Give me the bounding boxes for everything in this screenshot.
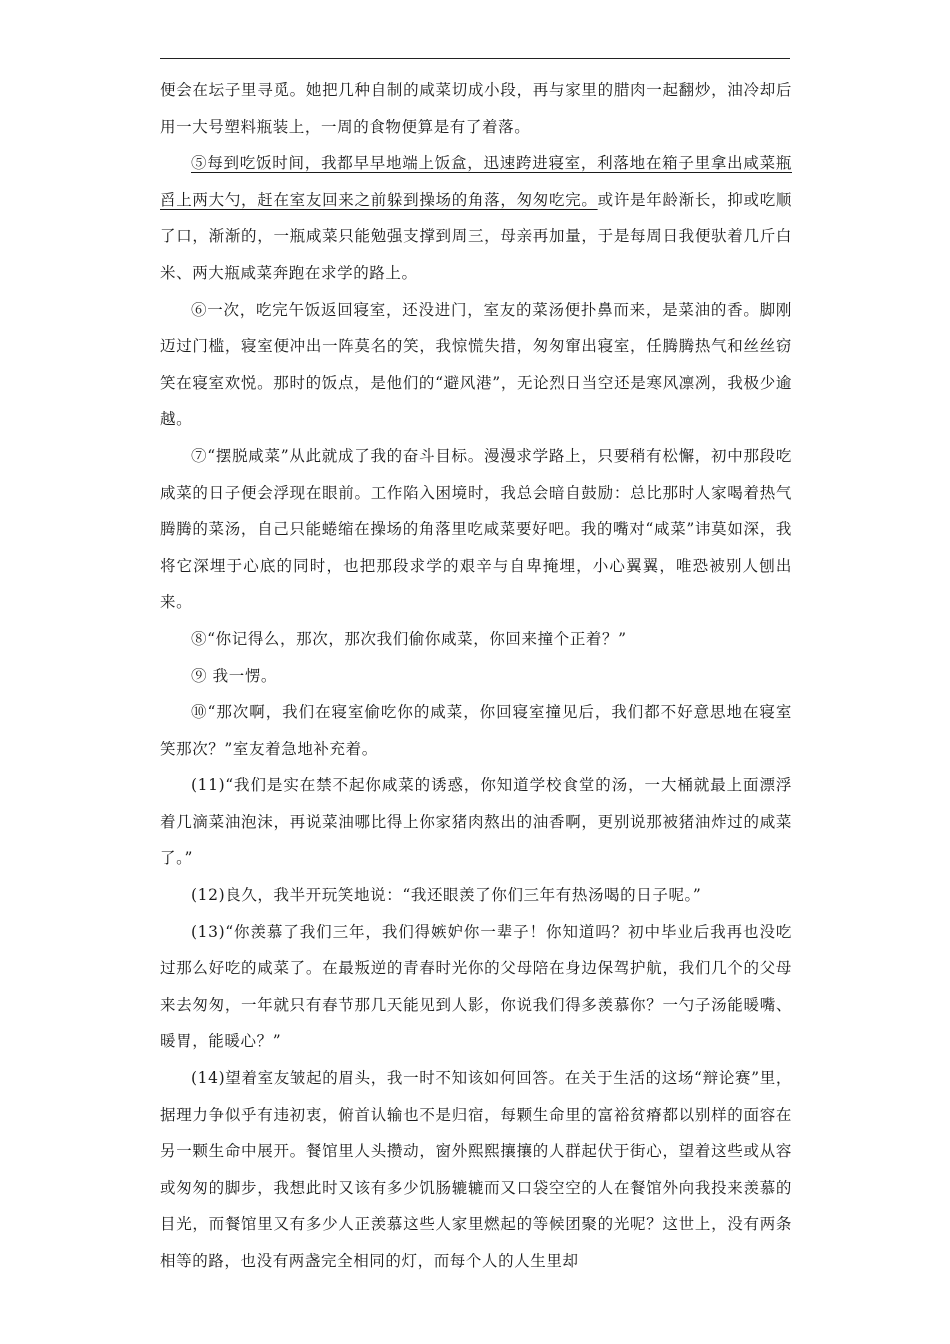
paragraph-14: (14)望着室友皱起的眉头，我一时不知该如何回答。在关于生活的这场“辩论赛”里，据理力争似乎有违初衷，俯首认输也不是归宿，每颗生命里的富裕贫瘠都以别样的面容在另一颗生命中展开。餐馆里人头攒动，窗外熙熙攘攘的人群起伏于街心，望着这些或从容或匆匆的脚步，我想此时又该有多少饥肠辘辘而又口袋空空的人在餐馆外向我投来羡慕的目光，而餐馆里又有多少人正羡慕这些人家里燃起的等候团聚的光呢？这世上，没有两条相等的路，也没有两盏完全相同的灯，而每个人的人生里却: [160, 1069, 792, 1270]
paragraph-7: ⑦“摆脱咸菜”从此就成了我的奋斗目标。漫漫求学路上，只要稍有松懈，初中那段吃咸菜的日子便会浮现在眼前。工作陷入困境时，我总会暗自鼓励：总比那时人家喝着热气腾腾的菜汤，自己只能蜷缩在操场的角落里吃咸菜要好吧。我的嘴对“咸菜”讳莫如深，我将它深埋于心底的同时，也把那段求学的艰辛与自卑掩埋，小心翼翼，唯恐被别人刨出来。: [160, 446, 792, 612]
paragraph-6: ⑥一次，吃完午饭返回寝室，还没进门，室友的菜汤便扑鼻而来，是菜油的香。脚刚迈过门槛，寝室便冲出一阵莫名的笑，我惊慌失措，匆匆窜出寝室，任腾腾热气和丝丝窃笑在寝室欢悦。那时的饭点，是他们的“避风港”，无论烈日当空还是寒风凛冽，我极少逾越。: [160, 300, 792, 429]
paragraph-10: ⑩“那次啊，我们在寝室偷吃你的咸菜，你回寝室撞见后，我们都不好意思地在寝室笑那次？”室友着急地补充着。: [160, 703, 792, 758]
article-body: [160, 72, 792, 1280]
paragraph-9: ⑨ 我一愣。: [191, 666, 278, 685]
underlined-sentence: ⑤每到吃饭时间，我都早早地端上饭盒，迅速跨进寝室，利落地在箱子里拿出咸菜瓶舀上两大勺，赶在室友回来之前躲到操场的角落，匆匆吃完。: [160, 154, 792, 209]
paragraph-13: (13)“你羡慕了我们三年，我们得嫉妒你一辈子！你知道吗？初中毕业后我再也没吃过那么好吃的咸菜了。在最叛逆的青春时光你的父母陪在身边保驾护航，我们几个的父母来去匆匆，一年就只有春节那几天能见到人影，你说我们得多羡慕你？一勺子汤能暖嘴、暖胃，能暖心？”: [160, 922, 792, 1051]
paragraph-11: (11)“我们是实在禁不起你咸菜的诱惑，你知道学校食堂的汤，一大桶就最上面漂浮着几滴菜油泡沫，再说菜油哪比得上你家猪肉熬出的油香啊，更别说那被猪油炸过的咸菜了。”: [160, 776, 792, 868]
paragraph-8: ⑧“你记得么，那次，那次我们偷你咸菜，你回来撞个正着？”: [191, 629, 627, 648]
paragraph-5-rest: 或许是年龄渐长，抑或吃顺了口，渐渐的，一瓶咸菜只能勉强支撑到周三，母亲再加量，于是每周日我便驮着几斤白米、两大瓶咸菜奔跑在求学的路上。: [160, 190, 793, 282]
header-rule: [160, 58, 790, 59]
paragraph-continued: 便会在坛子里寻觅。她把几种自制的咸菜切成小段，再与家里的腊肉一起翻炒，油冷却后用一大号塑料瓶装上，一周的食物便算是有了着落。: [160, 81, 792, 136]
paragraph-12: (12)良久，我半开玩笑地说：“我还眼羡了你们三年有热汤喝的日子呢。”: [191, 886, 702, 905]
paragraph-5: [160, 145, 792, 291]
